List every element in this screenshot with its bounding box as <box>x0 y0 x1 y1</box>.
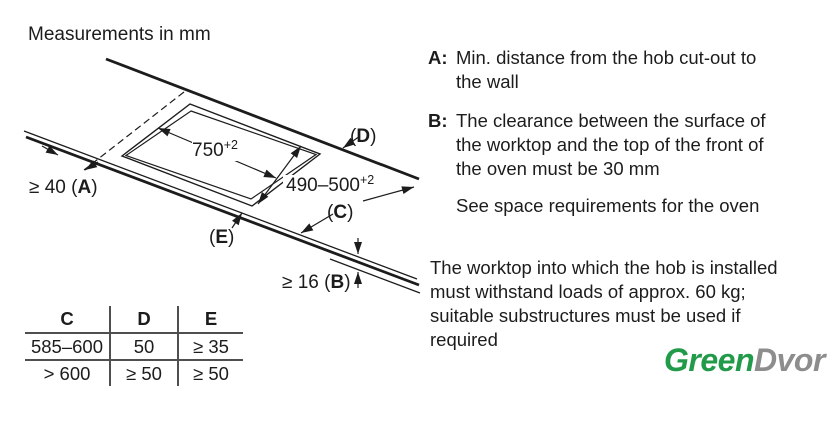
note-worktop-line: required <box>430 329 498 350</box>
table-row <box>25 360 243 386</box>
brand-logo <box>664 342 825 379</box>
table-header-d: D <box>110 306 178 333</box>
note-a-line: Min. distance from the hob cut-out to <box>456 47 757 68</box>
table-cell: ≥ 50 <box>110 360 178 386</box>
note-worktop-load <box>430 256 778 352</box>
note-b-line: the worktop and the top of the front of <box>456 134 764 155</box>
clearance-table <box>25 306 243 386</box>
worktop-rear-edge-line <box>106 59 419 179</box>
table-header-e: E <box>178 306 243 333</box>
page-title: Measurements in mm <box>28 24 211 45</box>
table-row <box>25 333 243 360</box>
label-d: (D) <box>350 126 377 147</box>
dim-width-label: $750^{+2}$ <box>192 138 238 161</box>
dim-b-label: ≥ 16 (B) <box>282 272 351 293</box>
label-c: (C) <box>327 202 354 223</box>
note-a-label: A: <box>428 47 448 68</box>
table-cell: 50 <box>110 333 178 360</box>
note-see-space: See space requirements for the oven <box>456 195 760 216</box>
note-worktop-line: The worktop into which the hob is installed <box>430 257 778 278</box>
table-cell: 585–600 <box>25 333 110 360</box>
note-b-label: B: <box>428 110 448 131</box>
note-worktop-line: must withstand loads of approx. 60 kg; <box>430 281 746 302</box>
label-e: (E) <box>209 227 235 248</box>
table-cell: > 600 <box>43 362 91 384</box>
note-b-line: The clearance between the surface of <box>456 110 766 131</box>
brand-logo-green: Green <box>664 342 754 378</box>
table-cell: ≥ 35 <box>178 333 243 360</box>
dim-a-arrow-right <box>85 162 98 170</box>
table-cell: ≥ 50 <box>178 360 243 386</box>
dim-depth-label: $490-500^{+2}$ <box>286 173 375 196</box>
note-worktop-line: suitable substructures must be used if <box>430 305 741 326</box>
note-a-line: the wall <box>456 71 519 92</box>
table-header-c: C <box>25 306 110 333</box>
dim-a-label: ≥ 40 (A) <box>29 177 98 198</box>
note-b <box>428 109 766 181</box>
note-b-line: the oven must be 30 mm <box>456 158 660 179</box>
brand-logo-gray: Dvor <box>753 342 825 378</box>
note-a <box>428 46 756 94</box>
hob-installation-diagram <box>0 0 440 310</box>
table-header-row <box>25 306 243 333</box>
